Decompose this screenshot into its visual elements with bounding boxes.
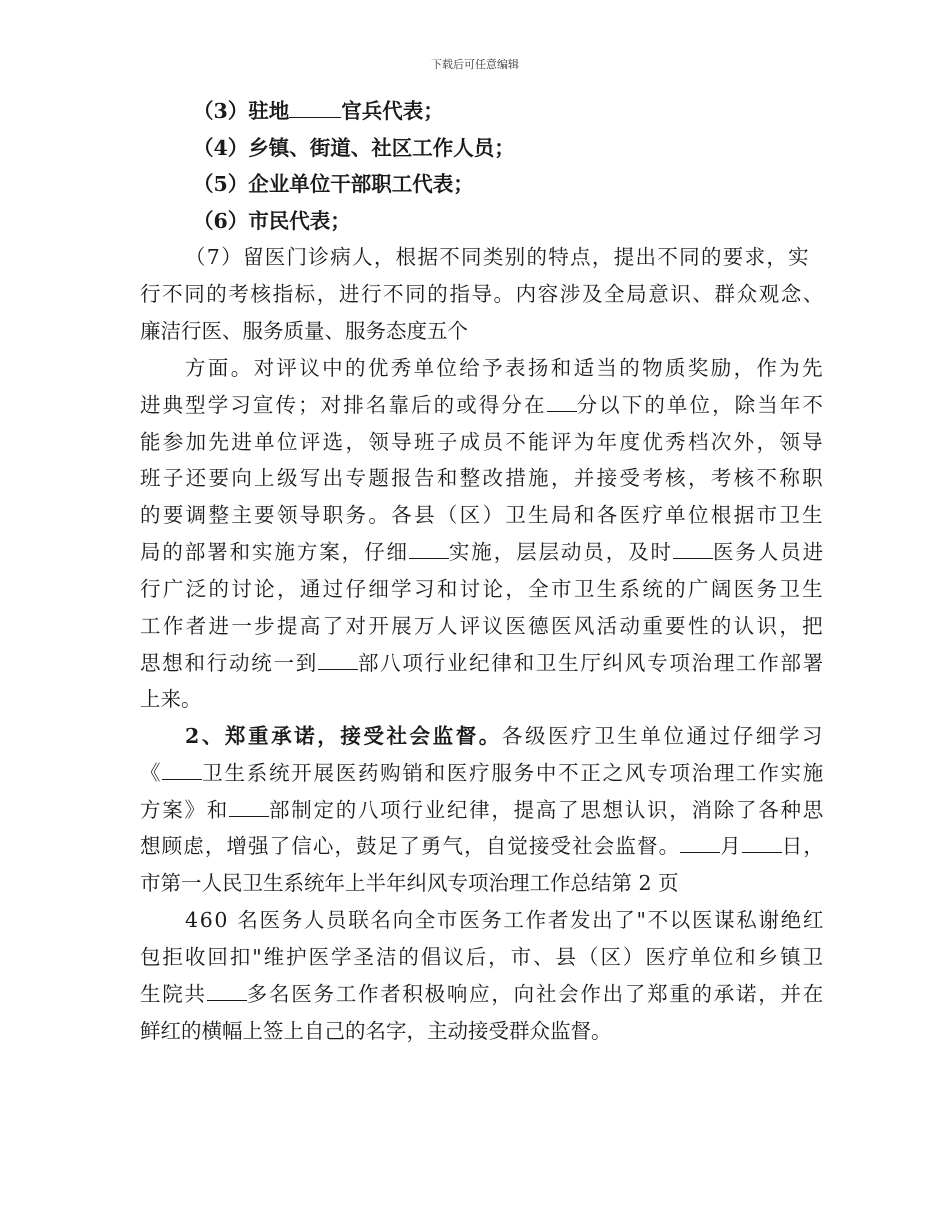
blank-underline xyxy=(409,540,449,559)
text-line xyxy=(140,392,825,418)
text-line xyxy=(140,502,825,528)
text-segment: 包拒收回扣"维护医学圣洁的倡议后，市、县（区）医疗单位和乡镇卫 xyxy=(140,945,825,969)
text-segment: 官兵代表； xyxy=(341,99,444,123)
text-segment: 上来。 xyxy=(140,687,202,711)
text-segment: 多名医务工作者积极响应，向社会作出了郑重的承诺，并在 xyxy=(246,982,826,1006)
text-line xyxy=(193,135,515,161)
text-segment: 生院共 xyxy=(140,982,207,1006)
blank-underline xyxy=(742,834,782,853)
text-segment: 班子还要向上级写出专题报告和整改措施，并接受考核，考核不称职 xyxy=(140,466,825,490)
blank-underline xyxy=(229,798,269,817)
text-segment: 卫生系统开展医药购销和医疗服务中不正之风专项治理工作实施 xyxy=(202,761,826,785)
text-line xyxy=(140,650,825,676)
text-segment: 月 xyxy=(720,834,742,858)
blank-underline xyxy=(207,982,247,1001)
page-header: 下载后可任意编辑 xyxy=(431,58,519,71)
text-line xyxy=(140,870,679,896)
text-segment: （3）驻地 xyxy=(193,99,290,123)
text-segment: 鲜红的横幅上签上自己的名字，主动接受群众监督。 xyxy=(140,1019,612,1043)
text-line xyxy=(185,907,825,933)
text-segment: 廉洁行医、服务质量、服务态度五个 xyxy=(140,319,468,343)
text-line xyxy=(140,576,825,602)
text-segment: 日， xyxy=(781,834,826,858)
blank-underline xyxy=(673,540,713,559)
text-line xyxy=(140,465,825,491)
text-line xyxy=(185,723,825,749)
text-line xyxy=(140,760,825,786)
text-segment: （4）乡镇、街道、社区工作人员； xyxy=(193,136,515,160)
text-line xyxy=(185,244,810,270)
text-segment: （7）留医门诊病人，根据不同类别的特点，提出不同的要求，实 xyxy=(185,245,810,269)
text-segment: 行不同的考核指标，进行不同的指导。内容涉及全局意识、群众观念、 xyxy=(140,282,825,306)
text-line xyxy=(185,355,825,381)
text-segment: 方案》和 xyxy=(140,798,229,822)
text-line xyxy=(140,539,825,565)
text-segment: 医务人员进 xyxy=(712,540,826,564)
text-segment: 分以下的单位，除当年不 xyxy=(576,393,826,417)
text-line xyxy=(140,429,825,455)
text-line xyxy=(140,981,825,1007)
text-segment: （6）市民代表； xyxy=(193,209,351,233)
text-segment: 《 xyxy=(140,761,163,785)
text-segment: 局的部署和实施方案，仔细 xyxy=(140,540,409,564)
text-segment: 工作者进一步提高了对开展万人评议医德医风活动重要性的认识，把 xyxy=(140,614,825,638)
text-segment: 2、郑重承诺，接受社会监督。 xyxy=(185,724,502,748)
text-segment: 部制定的八项行业纪律，提高了思想认识，消除了各种思 xyxy=(268,798,826,822)
text-line xyxy=(140,281,825,307)
text-line xyxy=(193,171,474,197)
text-line xyxy=(140,944,825,970)
text-segment: 进典型学习宣传；对排名靠后的或得分在 xyxy=(140,393,547,417)
text-line xyxy=(140,318,468,344)
text-line xyxy=(193,98,444,124)
text-segment: 460 名医务人员联名向全市医务工作者发出了"不以医谋私谢绝红 xyxy=(185,908,825,932)
text-line xyxy=(140,797,825,823)
text-segment: 市第一人民卫生系统年上半年纠风专项治理工作总结第 2 页 xyxy=(140,871,679,895)
text-segment: 的要调整主要领导职务。各县（区）卫生局和各医疗单位根据市卫生 xyxy=(140,503,825,527)
blank-underline xyxy=(547,393,577,412)
text-segment: 能参加先进单位评选，领导班子成员不能评为年度优秀档次外，领导 xyxy=(140,430,825,454)
text-segment: 部八项行业纪律和卫生厅纠风专项治理工作部署 xyxy=(357,651,826,675)
text-line xyxy=(140,1018,612,1044)
text-line xyxy=(140,833,825,859)
blank-underline xyxy=(318,651,358,670)
blank-underline xyxy=(289,99,341,118)
text-segment: 方面。对评议中的优秀单位给予表扬和适当的物质奖励，作为先 xyxy=(185,356,825,380)
text-line xyxy=(140,613,825,639)
blank-underline xyxy=(680,834,720,853)
text-segment: 行广泛的讨论，通过仔细学习和讨论，全市卫生系统的广阔医务卫生 xyxy=(140,577,825,601)
text-line xyxy=(140,686,202,712)
text-segment: 实施，层层动员，及时 xyxy=(448,540,673,564)
text-segment: 各级医疗卫生单位通过仔细学习 xyxy=(501,724,826,748)
text-segment: 想顾虑，增强了信心，鼓足了勇气，自觉接受社会监督。 xyxy=(140,834,681,858)
text-line xyxy=(193,208,351,234)
text-segment: （5）企业单位干部职工代表； xyxy=(193,172,474,196)
blank-underline xyxy=(162,761,202,780)
text-segment: 思想和行动统一到 xyxy=(140,651,318,675)
